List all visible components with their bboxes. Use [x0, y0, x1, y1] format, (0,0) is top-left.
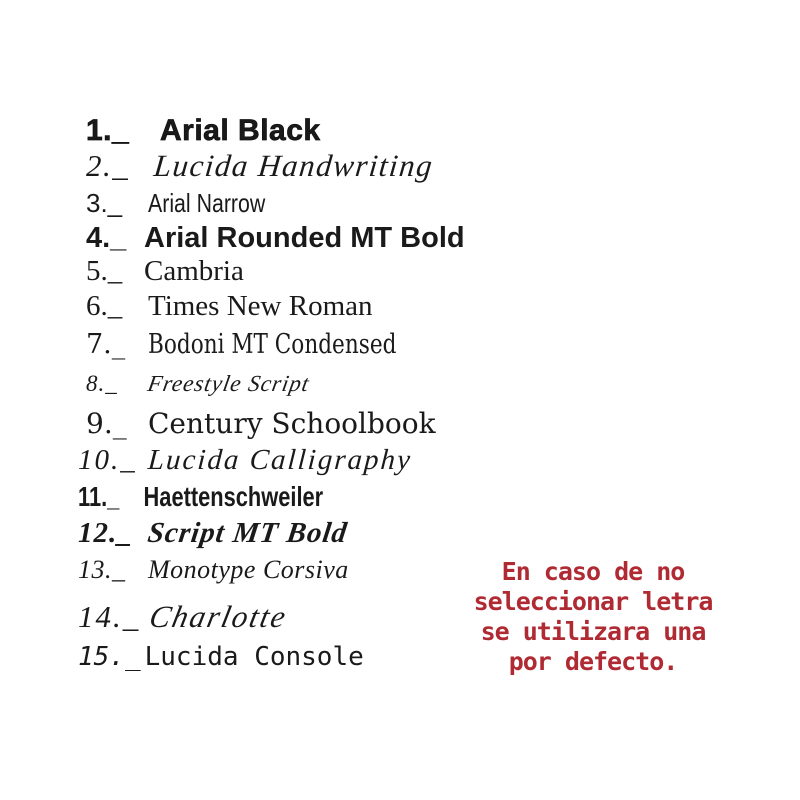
font-name: Century Schoolbook — [148, 407, 436, 440]
notice-line: En caso de no — [501, 557, 685, 586]
font-name: Lucida Handwriting — [152, 148, 436, 183]
font-list-item — [86, 327, 459, 363]
font-name: Arial Black — [160, 114, 321, 147]
font-list-item — [78, 639, 364, 675]
font-name: Haettenschweiler — [143, 481, 324, 512]
item-number: 11._ — [78, 481, 120, 512]
item-number: 8._ — [86, 371, 118, 396]
item-number: 1._ — [86, 114, 130, 147]
font-list-item — [78, 552, 349, 588]
notice-line: seleccionar letra — [473, 587, 713, 616]
font-list-item — [86, 406, 436, 442]
font-list-item — [86, 113, 321, 149]
item-number: 3._ — [86, 188, 123, 218]
notice-line: se utilizara una — [480, 617, 706, 646]
font-list-item — [86, 220, 465, 256]
font-name: Monotype Corsiva — [148, 555, 349, 584]
font-list-item — [78, 599, 291, 635]
font-list-item — [78, 515, 350, 551]
font-list-item — [78, 479, 323, 515]
item-number: 6._ — [86, 290, 123, 322]
notice-line: por defecto. — [508, 647, 678, 676]
item-number: 15._ — [78, 642, 141, 672]
item-number: 12._ — [78, 517, 133, 549]
font-list-item — [78, 442, 412, 478]
item-number: 2._ — [86, 148, 130, 183]
item-number: 9._ — [86, 407, 127, 440]
font-name: Arial Rounded MT Bold — [144, 222, 465, 254]
font-name: Script MT Bold — [145, 517, 350, 549]
font-list-item — [86, 185, 291, 221]
item-number: 14._ — [78, 599, 141, 634]
font-name: Cambria — [144, 255, 244, 287]
item-number: 4._ — [86, 222, 127, 254]
font-name: Arial Narrow — [148, 188, 266, 218]
item-number: 10._ — [78, 444, 137, 476]
font-name: Freestyle Script — [145, 371, 312, 396]
font-list-item — [86, 366, 312, 402]
item-number: 5._ — [86, 255, 123, 287]
item-number: 13._ — [78, 555, 126, 584]
font-name: Lucida Calligraphy — [146, 444, 414, 476]
font-name: Times New Roman — [148, 290, 373, 322]
default-font-notice — [447, 557, 739, 677]
font-name: Bodoni MT Condensed — [148, 329, 397, 360]
font-name: Charlotte — [146, 599, 291, 634]
font-list-item — [86, 288, 373, 324]
font-name: Lucida Console — [144, 642, 364, 672]
font-list-item — [86, 148, 436, 184]
item-number: 7._ — [86, 329, 126, 360]
font-list-item — [86, 253, 244, 289]
